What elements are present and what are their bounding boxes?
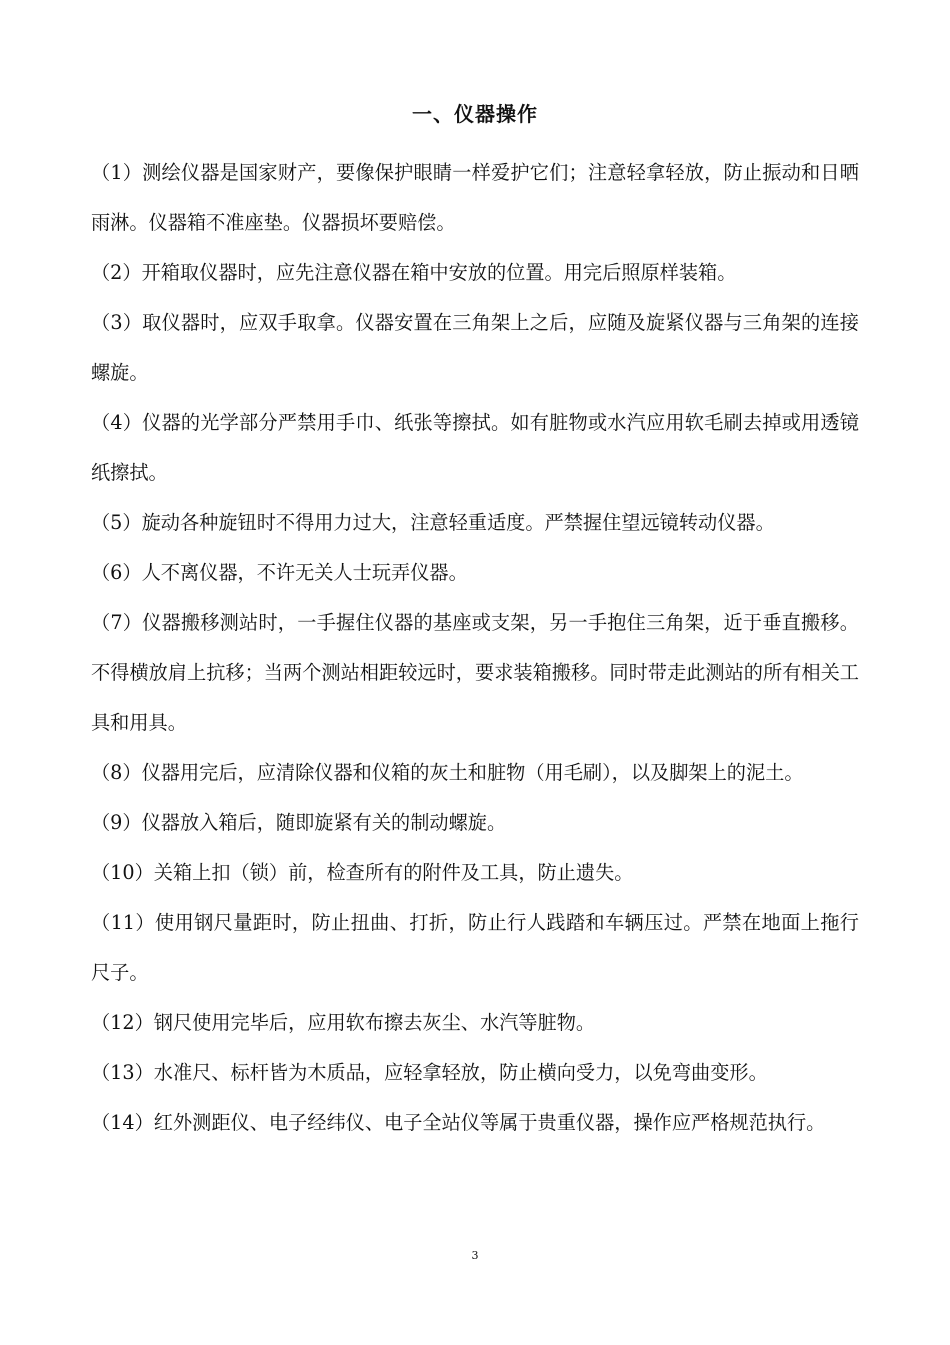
rule-item-3: （3）取仪器时，应双手取拿。仪器安置在三角架上之后，应随及旋紧仪器与三角架的连接螺旋。 <box>91 311 859 384</box>
rule-item-5: （5）旋动各种旋钮时不得用力过大，注意轻重适度。严禁握住望远镜转动仪器。 <box>91 511 775 534</box>
rules-list <box>91 148 859 1148</box>
rule-item-4: （4）仪器的光学部分严禁用手巾、纸张等擦拭。如有脏物或水汽应用软毛刷去掉或用透镜纸擦拭。 <box>91 411 859 484</box>
rule-item-2: （2）开箱取仪器时，应先注意仪器在箱中安放的位置。用完后照原样装箱。 <box>91 261 737 284</box>
rule-item-11: （11）使用钢尺量距时，防止扭曲、打折，防止行人践踏和车辆压过。严禁在地面上拖行尺子。 <box>91 911 859 984</box>
rule-item-6: （6）人不离仪器，不许无关人士玩弄仪器。 <box>91 561 468 584</box>
rule-item-1: （1）测绘仪器是国家财产，要像保护眼睛一样爱护它们；注意轻拿轻放，防止振动和日晒雨淋。仪器箱不准座垫。仪器损坏要赔偿。 <box>91 161 859 234</box>
rule-item-12: （12）钢尺使用完毕后，应用软布擦去灰尘、水汽等脏物。 <box>91 1011 596 1034</box>
rule-item-9: （9）仪器放入箱后，随即旋紧有关的制动螺旋。 <box>91 811 507 834</box>
rule-item-7: （7）仪器搬移测站时，一手握住仪器的基座或支架，另一手抱住三角架，近于垂直搬移。不得横放肩上抗移；当两个测站相距较远时，要求装箱搬移。同时带走此测站的所有相关工具和用具。 <box>91 611 859 734</box>
rule-item-14: （14）红外测距仪、电子经纬仪、电子全站仪等属于贵重仪器，操作应严格规范执行。 <box>91 1111 826 1134</box>
section-title: 一、仪器操作 <box>412 102 538 126</box>
rule-item-13: （13）水准尺、标杆皆为木质品，应轻拿轻放，防止横向受力，以免弯曲变形。 <box>91 1061 768 1084</box>
page-number: 3 <box>471 1249 479 1262</box>
rule-item-8: （8）仪器用完后，应清除仪器和仪箱的灰土和脏物（用毛刷），以及脚架上的泥土。 <box>91 761 804 784</box>
rule-item-10: （10）关箱上扣（锁）前，检查所有的附件及工具，防止遗失。 <box>91 861 634 884</box>
